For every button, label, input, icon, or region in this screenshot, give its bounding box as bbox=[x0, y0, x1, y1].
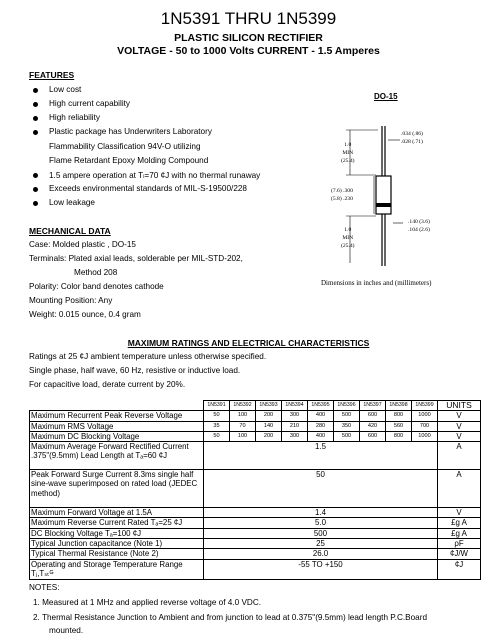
column-header: 1N5399 bbox=[412, 401, 438, 411]
column-header: 1N5398 bbox=[386, 401, 412, 411]
column-header: 1N5392 bbox=[230, 401, 256, 411]
column-header: 1N5394 bbox=[282, 401, 308, 411]
table-row: Maximum Forward Voltage at 1.5A 1.4 V bbox=[30, 508, 481, 518]
table-row: Maximum RMS Voltage 35 70 140 210 280 350 420 560 700 V bbox=[30, 421, 481, 431]
feature-item: Flame Retardant Epoxy Molding Compound bbox=[49, 156, 209, 165]
ratings-note: Ratings at 25 ¢J ambient temperature unless otherwise specified. bbox=[29, 352, 267, 361]
table-row: Maximum Average Forward Rectified Current .375"(9.5mm) Lead Length at Tₐ=60 ¢J 1.5 A bbox=[30, 442, 481, 470]
feature-item: Plastic package has Underwriters Laboratory bbox=[49, 127, 212, 136]
column-header: 1N5395 bbox=[308, 401, 334, 411]
table-row: Operating and Storage Temperature Range Tⱼ,Tₛₜᴳ -55 TO +150 ¢J bbox=[30, 559, 481, 579]
note-item: 1. Measured at 1 MHz and applied reverse voltage of 4.0 VDC. bbox=[33, 598, 262, 607]
column-header: 1N5393 bbox=[256, 401, 282, 411]
feature-item: High current capability bbox=[49, 99, 131, 108]
bullet-icon bbox=[33, 173, 38, 178]
mechanical-line: Terminals: Plated axial leads, solderable per MIL-STD-202, bbox=[29, 254, 243, 263]
bullet-icon bbox=[33, 130, 38, 135]
note-item: 2. Thermal Resistance Junction to Ambient and from junction to lead at 0.375"(9.5mm) lead length P.C.Board bbox=[33, 613, 428, 622]
column-header: UNITS bbox=[438, 401, 481, 411]
table-row: Typical Thermal Resistance (Note 2) 26.0 ¢J/W bbox=[30, 549, 481, 559]
table-row: Peak Forward Surge Current 8.3ms single half sine-wave superimposed on rated load (JEDEC method) 50 A bbox=[30, 470, 481, 508]
rating-summary: VOLTAGE - 50 to 1000 Volts CURRENT - 1.5 Amperes bbox=[117, 45, 380, 57]
note-item: mounted. bbox=[49, 626, 84, 635]
column-header: 1N5391 bbox=[204, 401, 230, 411]
mechanical-line: Case: Molded plastic , DO-15 bbox=[29, 240, 136, 249]
body-diameter-dim: .140 (3.6) .104 (2.6) bbox=[408, 219, 430, 233]
package-outline-diagram bbox=[300, 118, 470, 278]
bullet-icon bbox=[33, 116, 38, 121]
mechanical-heading: MECHANICAL DATA bbox=[29, 226, 111, 236]
feature-item: Flammability Classification 94V-O utilizing bbox=[49, 142, 201, 151]
feature-item: 1.5 ampere operation at Tₗ=70 ¢J with no thermal runaway bbox=[49, 171, 261, 180]
ratings-heading: MAXIMUM RATINGS AND ELECTRICAL CHARACTERISTICS bbox=[127, 338, 370, 348]
features-heading: FEATURES bbox=[29, 70, 75, 80]
table-row: DC Blocking Voltage Tₐ=100 ¢J 500 £g A bbox=[30, 528, 481, 538]
table-row: Maximum Reverse Current Rated Tₐ=25 ¢J 5.0 £g A bbox=[30, 518, 481, 528]
bullet-icon bbox=[33, 187, 38, 192]
feature-item: High reliability bbox=[49, 113, 100, 122]
lead-length-top-dim: 1.0 MIN (25.4) bbox=[341, 142, 355, 164]
ratings-note: For capacitive load, derate current by 20%. bbox=[29, 380, 186, 389]
mechanical-line: Weight: 0.015 ounce, 0.4 gram bbox=[29, 310, 141, 319]
bullet-icon bbox=[33, 201, 38, 206]
feature-item: Low cost bbox=[49, 85, 82, 94]
bullet-icon bbox=[33, 102, 38, 107]
bullet-icon bbox=[33, 88, 38, 93]
column-header: 1N5396 bbox=[334, 401, 360, 411]
feature-item: Low leakage bbox=[49, 198, 95, 207]
diagram-caption: Dimensions in inches and (millimeters) bbox=[321, 279, 432, 287]
ratings-table bbox=[29, 400, 481, 580]
column-header: 1N5397 bbox=[360, 401, 386, 411]
product-subtitle: PLASTIC SILICON RECTIFIER bbox=[174, 32, 323, 44]
feature-item: Exceeds environmental standards of MIL-S-19500/228 bbox=[49, 184, 247, 193]
mechanical-line: Polarity: Color band denotes cathode bbox=[29, 282, 164, 291]
page-title: 1N5391 THRU 1N5399 bbox=[160, 9, 337, 28]
table-row: Maximum Recurrent Peak Reverse Voltage 50 100 200 300 400 500 600 800 1000 V bbox=[30, 411, 481, 421]
lead-diameter-dim: .034 (.86) .028 (.71) bbox=[401, 131, 423, 145]
package-label: DO-15 bbox=[374, 92, 398, 101]
mechanical-line: Mounting Position: Any bbox=[29, 296, 113, 305]
notes-heading: NOTES: bbox=[29, 583, 60, 592]
table-header-row bbox=[30, 401, 481, 411]
body-length-dim: (7.6) .300 (5.8) .230 bbox=[331, 188, 353, 202]
table-row: Maximum DC Blocking Voltage 50 100 200 300 400 500 600 800 1000 V bbox=[30, 431, 481, 441]
table-row: Typical Junction capacitance (Note 1) 25 ρF bbox=[30, 539, 481, 549]
ratings-note: Single phase, half wave, 60 Hz, resistive or inductive load. bbox=[29, 366, 241, 375]
mechanical-line: Method 208 bbox=[74, 268, 118, 277]
lead-length-bottom-dim: 1.0 MIN (25.4) bbox=[341, 227, 355, 249]
